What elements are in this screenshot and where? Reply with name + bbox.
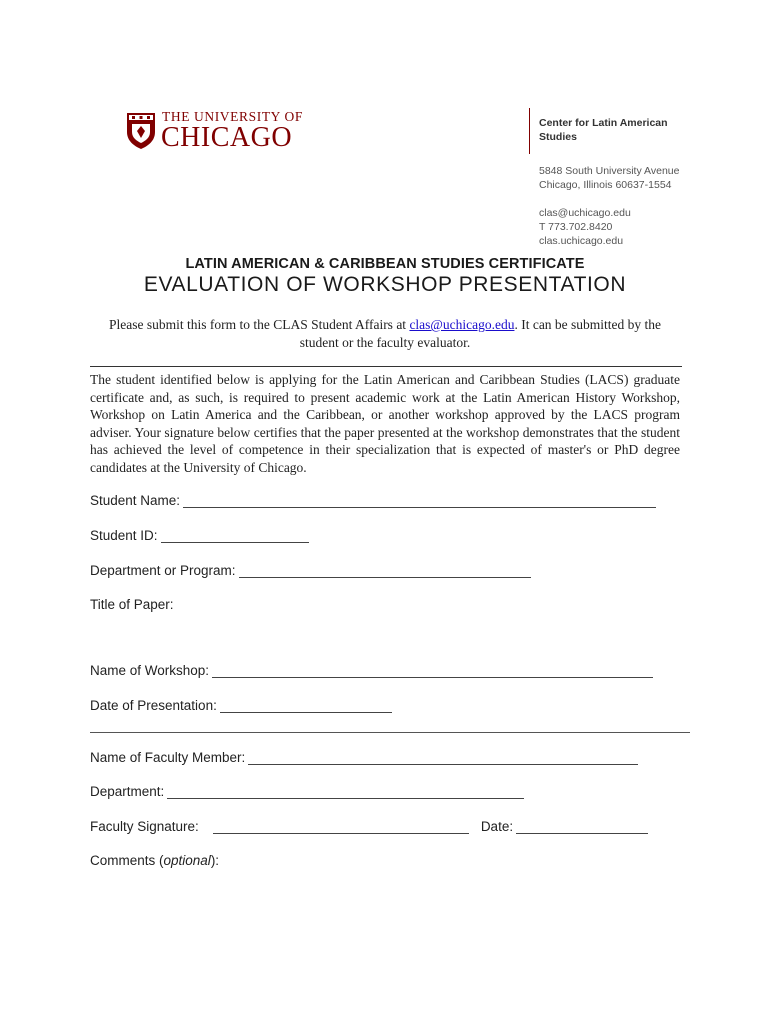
email-link[interactable]: clas@uchicago.edu <box>409 317 515 332</box>
logo-line-1: THE UNIVERSITY OF <box>162 109 303 124</box>
faculty-signature-field <box>90 819 648 834</box>
presentation-date-input[interactable] <box>220 698 392 713</box>
student-name-input[interactable] <box>183 493 656 508</box>
faculty-member-label: Name of Faculty Member: <box>90 750 246 765</box>
department-program-input[interactable] <box>239 563 531 578</box>
contact-website[interactable]: clas.uchicago.edu <box>539 235 624 247</box>
intro-text: Please submit this form to the CLAS Student Affairs at clas@uchicago.edu. It can be submitted by the student or the faculty evaluator. <box>108 317 662 350</box>
workshop-name-input[interactable] <box>212 663 653 678</box>
faculty-signature-label: Faculty Signature: <box>90 819 199 834</box>
shield-icon <box>126 112 156 150</box>
faculty-signature-input[interactable] <box>213 819 469 834</box>
header-divider <box>529 108 530 154</box>
contact-phone: T 773.702.8420 <box>539 221 613 233</box>
faculty-department-input[interactable] <box>167 784 524 799</box>
logo-line-2: CHICAGO <box>161 122 293 153</box>
workshop-name-label: Name of Workshop: <box>90 663 210 678</box>
contact-email[interactable]: clas@uchicago.edu <box>539 207 631 219</box>
student-name-field <box>90 493 656 508</box>
date-input[interactable] <box>516 819 648 834</box>
address: 5848 South University Avenue Chicago, Illinois 60637-1554 <box>539 165 680 191</box>
presentation-date-field <box>90 698 392 713</box>
form-title: EVALUATION OF WORKSHOP PRESENTATION <box>143 273 627 296</box>
faculty-member-field <box>90 750 638 765</box>
department-program-label: Department or Program: <box>90 563 236 578</box>
department-program-field <box>90 563 531 578</box>
divider-top <box>90 366 682 367</box>
date-label: Date: <box>480 819 514 834</box>
faculty-department-label: Department: <box>90 784 165 799</box>
comments-label: Comments (optional): <box>90 853 220 868</box>
form-subtitle: LATIN AMERICAN & CARIBBEAN STUDIES CERTIFICATE <box>185 256 585 272</box>
divider-middle <box>90 732 690 733</box>
student-id-label: Student ID: <box>90 528 158 543</box>
student-id-input[interactable] <box>161 528 309 543</box>
presentation-date-label: Date of Presentation: <box>90 698 217 713</box>
student-name-label: Student Name: <box>90 493 181 508</box>
contact-info <box>539 206 631 248</box>
department-name: Center for Latin American Studies <box>539 117 668 143</box>
comments-field <box>90 853 219 868</box>
workshop-name-field <box>90 663 653 678</box>
title-of-paper-label: Title of Paper: <box>90 597 174 612</box>
title-of-paper-field <box>90 597 174 612</box>
faculty-department-field <box>90 784 524 799</box>
instructions-paragraph: The student identified below is applying for the Latin American and Caribbean Studies (LACS) graduate certificate and, as such, is required to present academic work at the Latin American History Workshop, Workshop on Latin America and the Caribbean, or another workshop approved by the LACS program adviser. Your signature below certifies that the paper presented at the workshop demonstrates that the student has achieved the level of competence in their specialization that is expected of master's or PhD degree candidates at the University of Chicago. <box>90 372 680 475</box>
university-logo <box>126 108 326 154</box>
student-id-field <box>90 528 309 543</box>
faculty-member-input[interactable] <box>248 750 638 765</box>
